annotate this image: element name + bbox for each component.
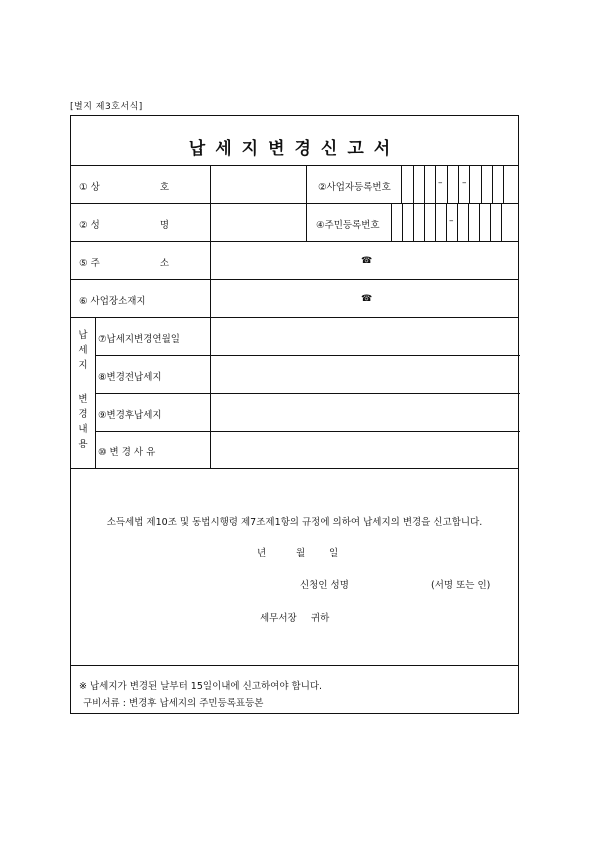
required-documents-note: 구비서류 : 변경후 납세지의 주민등록표등본 — [83, 698, 264, 709]
divider — [95, 355, 520, 356]
phone-icon: ☎ — [361, 256, 373, 266]
column-divider — [306, 165, 307, 241]
new-tax-location-label: ⑨변경후납세지 — [98, 410, 162, 421]
section-label-change-details: 변경내용 — [78, 394, 88, 450]
addressee-honorific: 귀하 — [311, 613, 330, 624]
business-location-label: ⑥ 사업장소재지 — [79, 296, 146, 307]
applicant-name-label: 신청인 성명 — [300, 580, 349, 591]
form-title: 납세지변경신고서 — [188, 139, 401, 159]
divider — [71, 468, 518, 469]
date-month-label: 월 — [296, 548, 306, 559]
signature-or-seal-label: (서명 또는 인) — [431, 580, 491, 591]
form-number-label: [별지 제3호서식] — [70, 102, 143, 112]
date-day-label: 일 — [329, 548, 339, 559]
column-divider — [210, 165, 211, 468]
section-label-tax-location: 납세지 — [78, 330, 88, 371]
tax-location-change-form: 납세지변경신고서 – – – ① 상 호 ②사업자등록번호 ② 성 명 ④주민등록번호 ⑤ 주 소 ☎ ⑥ 사업장소재지 ☎ 납세지 변경내용 ⑦납세지변경연월일 ⑧변경전납세지 ⑨변경후납세지 ⑩ 변 경 사 유 소득세법 제10조 및 동법시행령 제7조제1항의 규정에 의하여 납세지의 변경을 신고합니다. 년 월 일 신청인 성명 (서명 또는 인) 세무서장 귀하 ※ 납세지가 변경된 날부터 15일이내에 신고하여야 합니다. 구비서류 : 변경후 납세지의 주민등록표등본 — [70, 115, 519, 714]
divider — [71, 279, 518, 280]
divider — [95, 431, 520, 432]
change-date-label: ⑦납세지변경연월일 — [98, 334, 180, 345]
resident-registration-number-label: ④주민등록번호 — [316, 220, 380, 231]
divider — [71, 241, 518, 242]
divider — [71, 317, 518, 318]
phone-icon: ☎ — [361, 294, 373, 304]
divider — [95, 393, 520, 394]
divider — [71, 165, 518, 166]
change-reason-label: ⑩ 변 경 사 유 — [98, 447, 156, 458]
trade-name-label: ① 상 호 — [79, 182, 169, 193]
divider — [71, 203, 518, 204]
address-label: ⑤ 주 소 — [79, 258, 169, 269]
business-registration-number-label: ②사업자등록번호 — [318, 182, 391, 193]
tax-office-label: 세무서장 — [260, 613, 297, 624]
date-year-label: 년 — [257, 548, 267, 559]
divider — [71, 665, 518, 666]
name-label: ② 성 명 — [79, 220, 169, 231]
filing-deadline-note: ※ 납세지가 변경된 날부터 15일이내에 신고하여야 합니다. — [79, 681, 323, 692]
column-divider — [95, 317, 96, 468]
previous-tax-location-label: ⑧변경전납세지 — [98, 372, 162, 383]
declaration-statement: 소득세법 제10조 및 동법시행령 제7조제1항의 규정에 의하여 납세지의 변경을 신고합니다. — [106, 517, 483, 528]
